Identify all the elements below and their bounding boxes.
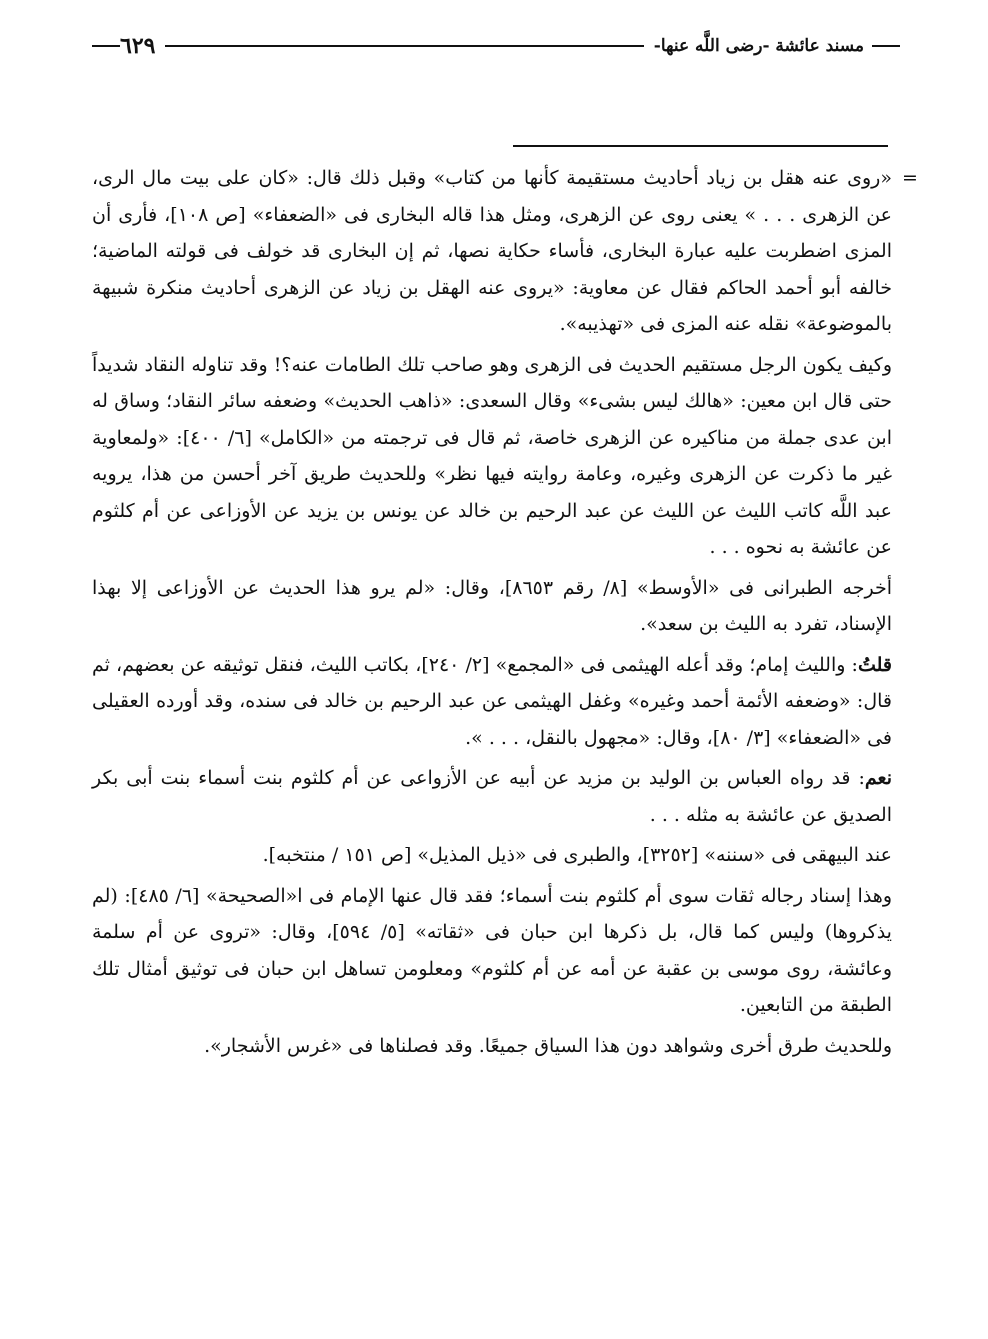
paragraph-4 <box>92 647 892 757</box>
paragraph-text: أخرجه الطبرانى فى «الأوسط» [٨/ رقم ٨٦٥٣]، وقال: «لم يرو هذا الحديث عن الأوزاعى إلا بهذا الإسناد، تفرد به الليث بن سعد». <box>92 576 892 635</box>
paragraph-text: وهذا إسناد رجاله ثقات سوى أم كلثوم بنت أسماء؛ فقد قال عنها الإمام فى ا«الصحيحة» [٦/ ٤٨٥]: (لم يذكروها) وليس كما قال، بل ذكرها ابن حبان فى «ثقاته» [٥/ ٥٩٤]، وقال: «تروى عن أم سلمة وعائشة، روى موسى بن عقبة عن أمه عن أم كلثوم» ومعلومن تساهل ابن حبان فى توثيق أمثال تلك الطبقة من التابعين. <box>92 884 892 1016</box>
paragraph-lead-word: قلتُ <box>857 653 892 676</box>
paragraph-2 <box>92 347 892 566</box>
header-dash-right <box>872 45 900 47</box>
paragraph-8 <box>92 1028 892 1065</box>
paragraph-6 <box>92 837 892 874</box>
paragraph-5 <box>92 760 892 833</box>
continuation-mark: = <box>902 167 918 189</box>
paragraph-3 <box>92 570 892 643</box>
paragraph-text: «روى عنه هقل بن زياد أحاديث مستقيمة كأنها من كتاب» وقبل ذلك قال: «كان على بيت مال الرى، عن الزهرى . . . » يعنى روى عن الزهرى، ومثل هذا قاله البخارى فى «الضعفاء» [ص ١٠٨]، فأرى أن المزى اضطربت عليه عبارة البخارى، فأساء حكاية نصها، ثم إن البخارى قد خولف فى قولته الماضية؛ خالفه أبو أحمد الحاكم فقال عن معاوية: «يروى عنه الهقل بن زياد عن الزهرى أحاديث منكرة شبيهة بالموضوعة» نقله عنه المزى فى «تهذيبه». <box>92 167 892 335</box>
page-number: ٦٢٩ <box>120 33 156 59</box>
paragraph-text: : والليث إمام؛ وقد أعله الهيثمى فى «المجمع» [٢/ ٢٤٠]، بكاتب الليث، فنقل توثيقه عن بعضهم، ثم قال: «وضعفه الأئمة أحمد وغيره» وغفل الهيثمى عن عبد الرحيم بن خالد فى سنده، وقد أورده العقيلى فى «الضعفاء» [٣/ ٨٠]، وقال: «مجهول بالنقل، . . . ». <box>92 653 892 749</box>
paragraph-text: وللحديث طرق أخرى وشواهد دون هذا السياق جميعًا. وقد فصلناها فى «غرس الأشجار». <box>204 1034 892 1057</box>
paragraph-text: عند البيهقى فى «سننه» [٣٢٥٢]، والطبرى فى «ذيل المذيل» [ص ١٥١ / منتخبه]. <box>262 844 892 866</box>
footnote-separator <box>513 145 888 147</box>
header-dash-left <box>92 45 120 47</box>
running-header <box>92 28 900 64</box>
paragraph-text: : قد رواه العباس بن الوليد بن مزيد عن أبيه عن الأزواعى عن أم كلثوم بنت أسماء بنت أبى بكر الصديق عن عائشة به مثله . . . <box>92 767 892 826</box>
footnote-body <box>92 160 892 1068</box>
header-rule <box>165 45 643 47</box>
paragraph-lead-word: نعم <box>864 767 892 789</box>
running-title: مسند عائشة -رضى اللَّه عنها- <box>653 36 864 56</box>
paragraph-1 <box>92 160 892 343</box>
paragraph-text: وكيف يكون الرجل مستقيم الحديث فى الزهرى وهو صاحب تلك الطامات عنه؟! وقد تناوله النقاد شديداً حتى قال ابن معين: «هالك ليس بشىء» وقال السعدى: «ذاهب الحديث» وضعفه سائر النقاد؛ وساق له ابن عدى جملة من مناكيره عن الزهرى خاصة، ثم قال فى ترجمته من «الكامل» [٦/ ٤٠٠]: «ولمعاوية غير ما ذكرت عن الزهرى وغيره، وعامة روايته فيها نظر» وللحديث طريق آخر أحسن من هذا، يرويه عبد اللَّه كاتب الليث عن الليث عن عبد الرحيم بن خالد عن يونس بن يزيد عن الأوزاعى عن أم كلثوم عن عائشة به نحوه . . . <box>92 353 892 558</box>
paragraph-7 <box>92 878 892 1024</box>
